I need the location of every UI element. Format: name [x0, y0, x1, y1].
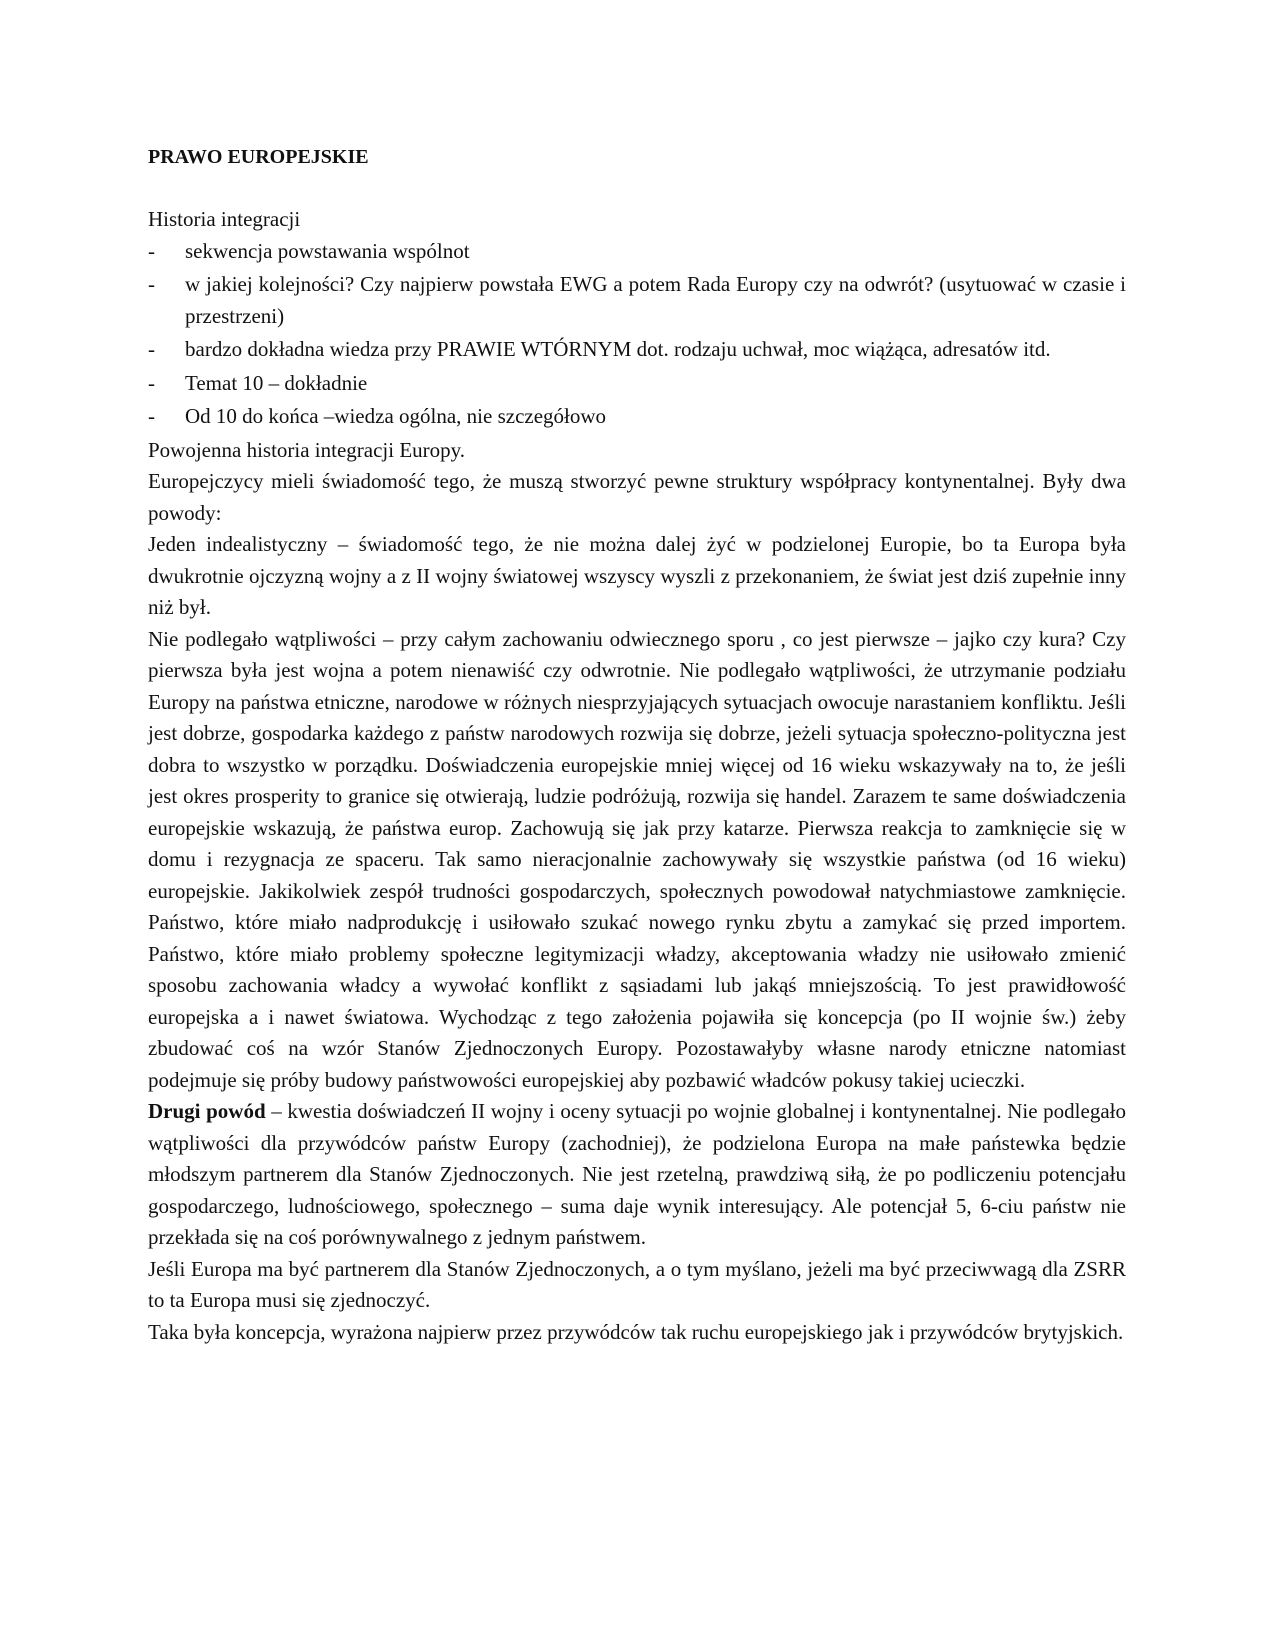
- list-item: [148, 236, 1126, 268]
- second-reason-lead: Drugi powód: [148, 1099, 266, 1123]
- bullet-dash: -: [148, 337, 155, 361]
- section-heading: Historia integracji: [148, 207, 301, 231]
- paragraph: Taka była koncepcja, wyrażona najpierw przez przywódców tak ruchu europejskiego jak i przywódców brytyjskich.: [148, 1319, 1124, 1344]
- second-reason-text: – kwestia doświadczeń II wojny i oceny sytuacji po wojnie globalnej i kontynentalnej. Nie podlegało wątpliwości dla przywódców państw Europy (zachodniej), że podzielona Europa na małe państewka będzie młodszym partnerem dla Stanów Zjednoczonych. Nie jest rzetelną, prawdziwą siłą, że po podliczeniu potencjału gospodarczego, ludnościowego, społecznego – suma daje wynik interesujący. Ale potencjał 5, 6-ciu państw nie przekłada się na coś porównywalnego z jednym państwem.: [148, 1099, 1126, 1249]
- bullet-list: [148, 236, 1126, 433]
- bullet-dash: -: [148, 238, 155, 263]
- list-item: [148, 368, 1126, 400]
- paragraph: Europejczycy mieli świadomość tego, że muszą stworzyć pewne struktury współpracy kontynentalnej. Były dwa powody:: [148, 469, 1126, 525]
- paragraph: Jeden indealistyczny – świadomość tego, że nie można dalej żyć w podzielonej Europie, bo ta Europa była dwukrotnie ojczyzną wojny a z II wojny światowej wszyscy wyszli z przekonaniem, że świat jest dziś zupełnie inny niż był.: [148, 532, 1126, 619]
- bullet-dash: -: [148, 370, 155, 395]
- list-item-text: w jakiej kolejności? Czy najpierw powstała EWG a potem Rada Europy czy na odwrót? (usytuować w czasie i przestrzeni): [185, 272, 1126, 328]
- list-item-text: Temat 10 – dokładnie: [185, 370, 368, 395]
- list-item: [148, 334, 1126, 366]
- bullet-dash: -: [148, 272, 155, 296]
- paragraph: Nie podlegało wątpliwości – przy całym zachowaniu odwiecznego sporu , co jest pierwsze – jajko czy kura? Czy pierwsza była jest wojna a potem nienawiść czy odwrotnie. Nie podlegało wątpliwości, że utrzymanie podziału Europy na państwa etniczne, narodowe w różnych niesprzyjających sytuacjach owocuje narastaniem konfliktu. Jeśli jest dobrze, gospodarka każdego z państw narodowych rozwija się dobrze, jeżeli sytuacja społeczno-polityczna jest dobra to wszystko w porządku. Doświadczenia europejskie mniej więcej od 16 wieku wskazywały na to, że jeśli jest okres prosperity to granice się otwierają, ludzie podróżują, rozwija się handel. Zarazem te same doświadczenia europejskie wskazują, że państwa europ. Zachowują się jak przy katarze. Pierwsza reakcja to zamknięcie się w domu i rezygnacja ze spaceru. Tak samo nieracjonalnie zachowywały się wszystkie państwa (od 16 wieku) europejskie. Jakikolwiek zespół trudności gospodarczych, społecznych powodował natychmiastowe zamknięcie. Państwo, które miało nadprodukcję i usiłowało szukać nowego rynku zbytu a zamykać się przed importem. Państwo, które miało problemy społeczne legitymizacji władzy, akceptowania władzy nie usiłowało zmienić sposobu zachowania władcy a wywołać konflikt z sąsiadami lub jakąś mniejszością. To jest prawidłowość europejska a i nawet światowa. Wychodząc z tego założenia pojawiła się koncepcja (po II wojnie św.) żeby zbudować coś na wzór Stanów Zjednoczonych Europy. Pozostawałyby własne narody etniczne natomiast podejmuje się próby budowy państwowości europejskiej aby pozbawić władców pokusy takiej ucieczki.: [148, 626, 1126, 1092]
- list-item-text: sekwencja powstawania wspólnot: [185, 238, 470, 263]
- second-reason-paragraph: [148, 1096, 1126, 1254]
- paragraph: Jeśli Europa ma być partnerem dla Stanów Zjednoczonych, a o tym myślano, jeżeli ma być przeciwwagą dla ZSRR to ta Europa musi się zjednoczyć.: [148, 1256, 1126, 1312]
- list-item-text: Od 10 do końca –wiedza ogólna, nie szczegółowo: [185, 404, 607, 428]
- document-title: PRAWO EUROPEJSKIE: [148, 146, 369, 168]
- bullet-dash: -: [148, 404, 155, 428]
- list-item-text: bardzo dokładna wiedza przy PRAWIE WTÓRNYM dot. rodzaju uchwał, moc wiążąca, adresatów itd.: [185, 337, 1051, 361]
- list-item: [148, 269, 1126, 332]
- paragraph: Powojenna historia integracji Europy.: [148, 437, 466, 462]
- list-item: [148, 401, 1126, 433]
- document-page: [148, 142, 1126, 1348]
